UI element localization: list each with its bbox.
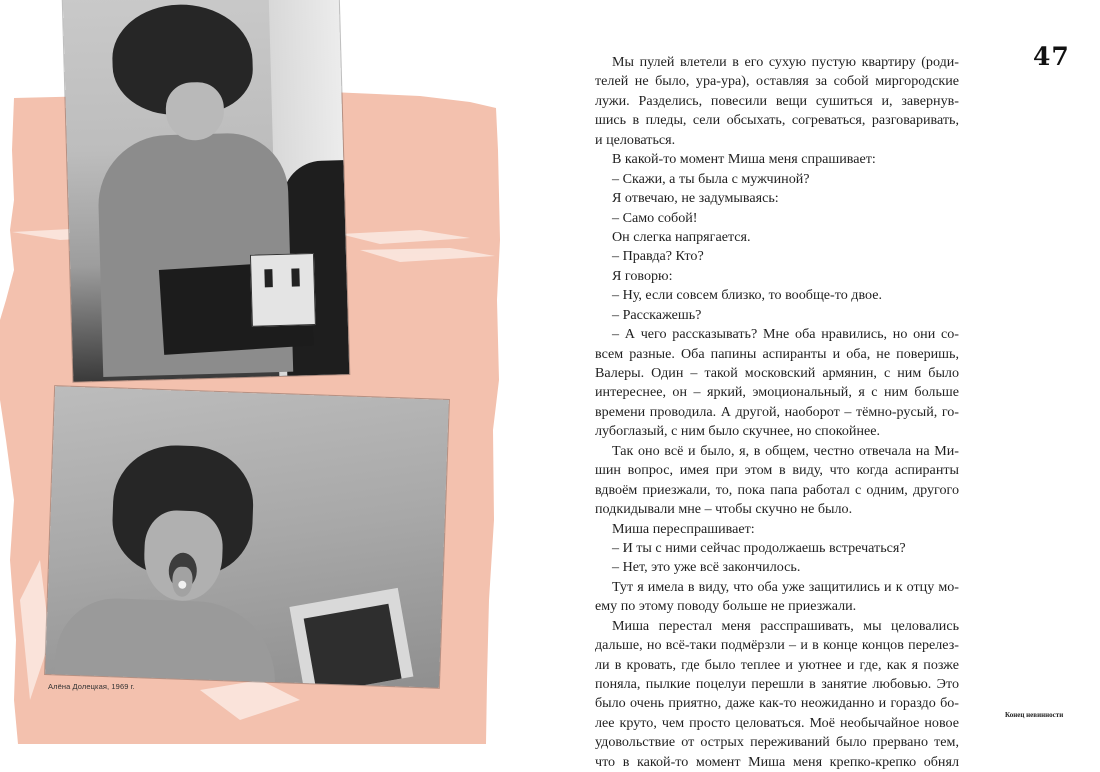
text-line: лубоглазый, с ним было скучнее, но спокойнее. — [595, 423, 881, 440]
text-line: – Скажи, а ты была с мужчиной? — [612, 170, 810, 187]
text-line: шись в пледы, сели обсыхать, согреваться, разговаривать, — [595, 112, 959, 129]
text-line: – А чего рассказывать? Мне оба нравились, но они со- — [612, 326, 959, 343]
photo-sweater — [55, 596, 278, 687]
text-line: лее круто, чем просто целоваться. Моё необычайное новое — [595, 714, 959, 731]
text-line: Тут я имела в виду, что оба уже защитились и к отцу мо- — [612, 578, 959, 595]
text-line: Валеры. Один – такой московский армянин, с ним было — [595, 365, 959, 381]
body-text — [595, 53, 959, 772]
photo-caption: Алёна Долецкая, 1969 г. — [48, 682, 135, 691]
text-line: – Ну, если совсем близко, то вообще-то двое. — [612, 287, 883, 304]
text-line: дальше, но всё-таки подмёрзли – и в конце концов перелез- — [595, 637, 959, 654]
text-line: – И ты с ними сейчас продолжаешь встречаться? — [612, 539, 906, 556]
text-line: интереснее, он – яркий, эмоциональный, я с ним больше — [595, 384, 959, 401]
text-line: – Само собой! — [612, 209, 698, 226]
text-line: всем разные. Оба папины аспиранты и оба, не поверишь, — [595, 345, 959, 362]
text-line: Я отвечаю, не задумываясь: — [612, 190, 779, 207]
photo-woman-with-pill — [45, 386, 449, 688]
text-line: Я говорю: — [612, 267, 673, 284]
text-line: удовольствие от острых переживаний было прервано тем, — [595, 734, 959, 751]
text-line: что в какой-то момент Миша меня крепко-крепко обнял — [595, 753, 959, 770]
text-line: Так оно всё и было, я, в общем, честно отвечала на Ми- — [612, 442, 959, 459]
text-line: было очень приятно, даже как-то неожиданно и гораздо бо- — [595, 695, 959, 712]
text-line: Миша перестал меня расспрашивать, мы целовались — [612, 617, 959, 634]
text-line: телей не было, ура-ура), оставляя за собой миргородские — [595, 73, 959, 90]
photo-picture-frame — [289, 588, 413, 688]
text-line: ему по этому поводу больше не приезжали. — [595, 598, 857, 615]
text-line: подкидывали мне – чтобы скучно не было. — [595, 501, 853, 518]
text-line: – Правда? Кто? — [612, 248, 704, 265]
text-line: – Расскажешь? — [612, 306, 702, 323]
text-line: Он слегка напрягается. — [612, 228, 751, 245]
text-line: Миша переспрашивает: — [612, 520, 755, 537]
photo-recorder-panel — [250, 253, 316, 327]
text-line: Мы пулей влетели в его сухую пустую квартиру (роди- — [612, 54, 959, 70]
text-line: В какой-то момент Миша меня спрашивает: — [612, 151, 876, 168]
photo-woman-with-tape-recorder — [63, 0, 350, 382]
page-number: 47 — [1033, 42, 1070, 71]
text-line: времени проводила. А другой, наоборот – тёмно-русый, го- — [595, 403, 959, 420]
text-line: поняла, пылкие поцелуи перешли в занятие любовью. Это — [595, 676, 959, 692]
text-line: – Нет, это уже всё закончилось. — [612, 559, 801, 576]
text-line: лужи. Разделись, повесили вещи сушиться и, завернув- — [595, 92, 959, 109]
photo-face — [165, 81, 225, 141]
running-footer: Конец невинности — [1005, 711, 1064, 719]
text-line: шин вопрос, имея при этом в виду, что когда аспиранты — [595, 462, 959, 479]
text-line: вдвоём приезжали, то, пока папа работал с одним, другого — [595, 481, 959, 498]
text-line: ли в кровать, где было теплее и уютнее и где, как я позже — [595, 656, 959, 673]
text-line: и целоваться. — [595, 131, 676, 148]
